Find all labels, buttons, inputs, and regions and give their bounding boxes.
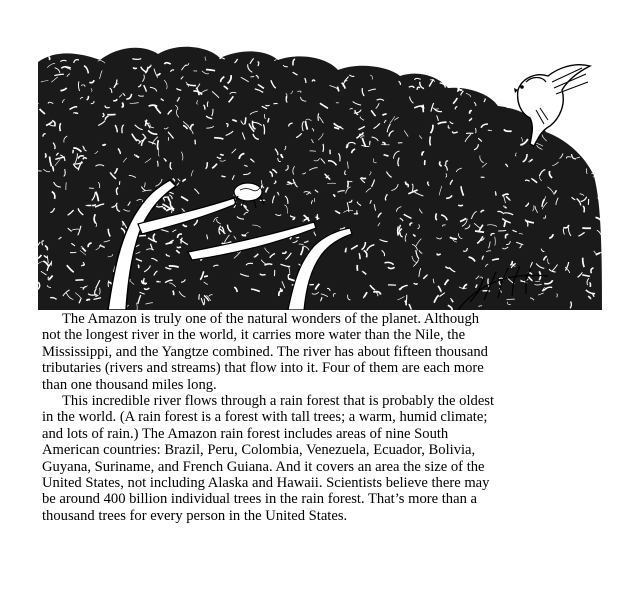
- article-body: [42, 311, 602, 524]
- leaf-stroke: [204, 276, 208, 277]
- text-line: in the world. (A rain forest is a forest with tall trees; a warm, humid climate;: [42, 409, 488, 426]
- leaf-stroke: [296, 237, 299, 238]
- leaf-stroke: [86, 205, 91, 206]
- text-line: than one thousand miles long.: [42, 376, 217, 393]
- text-line: and lots of rain.) The Amazon rain forest includes areas of nine South: [42, 425, 449, 442]
- leaf-stroke: [430, 136, 431, 145]
- leaf-stroke: [158, 140, 159, 150]
- leaf-stroke: [173, 291, 174, 296]
- text-line: Guyana, Suriname, and French Guiana. And it covers an area the size of the: [42, 458, 485, 475]
- text-line: be around 400 billion individual trees in the rain forest. That’s more than a: [42, 491, 478, 508]
- text-line: This incredible river flows through a rain forest that is probably the oldest: [62, 393, 495, 410]
- text-line: United States, not including Alaska and Hawaii. Scientists believe there may: [42, 475, 490, 492]
- paragraph-amazon-river: [42, 311, 602, 393]
- text-line: thousand trees for every person in the United States.: [42, 507, 348, 524]
- text-line: Mississippi, and the Yangtze combined. The river has about fifteen thousand: [42, 343, 488, 360]
- leaf-stroke: [318, 113, 319, 121]
- text-line: not the longest river in the world, it carries more water than the Nile, the: [42, 327, 466, 344]
- paragraph-rain-forest: [42, 393, 602, 524]
- rainforest-illustration: [38, 40, 602, 310]
- leaf-stroke: [72, 150, 73, 153]
- leaf-stroke: [102, 144, 105, 145]
- rainforest-drawing: [38, 40, 602, 310]
- text-line: The Amazon is truly one of the natural wonders of the planet. Although: [62, 311, 480, 327]
- text-line: tributaries (rivers and streams) that flow into it. Four of them are each more: [42, 360, 484, 377]
- leaf-stroke: [266, 105, 270, 106]
- text-line: American countries: Brazil, Peru, Colombia, Venezuela, Ecuador, Bolivia,: [42, 442, 476, 459]
- leaf-stroke: [195, 140, 196, 145]
